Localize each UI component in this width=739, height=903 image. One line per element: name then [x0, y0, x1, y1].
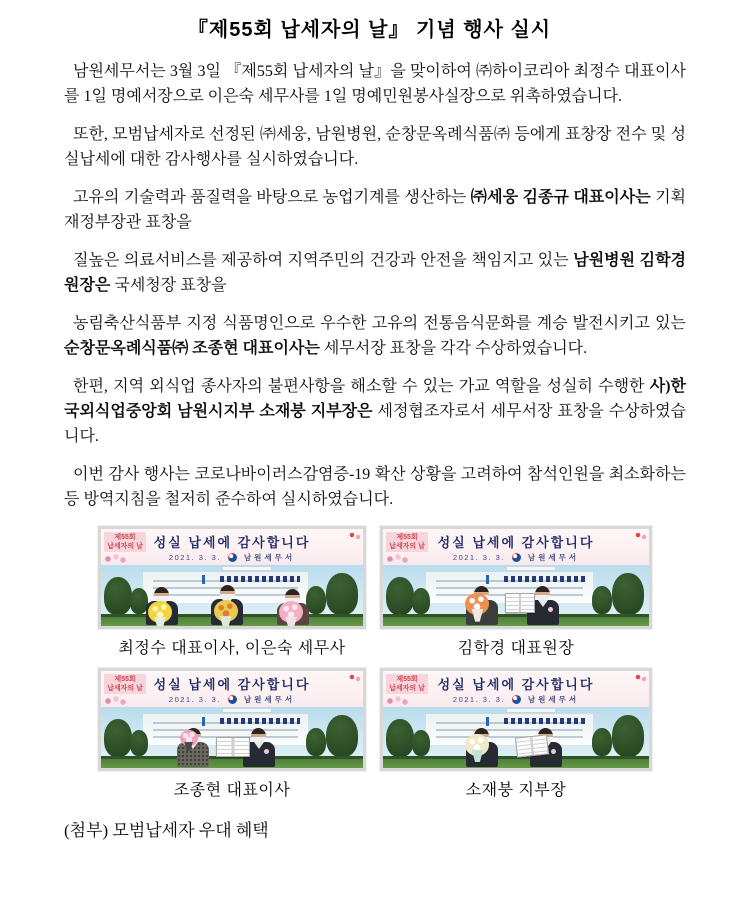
tree-shape — [612, 573, 644, 615]
badge-line1: 제55회 — [114, 534, 136, 541]
paragraph-text: 질높은 의료서비스를 제공하여 지역주민의 건강과 안전을 책임지고 있는 — [73, 252, 574, 269]
paragraph-text: 한편, 지역 외식업 종사자의 불편사항을 해소할 수 있는 가교 역할을 성실히 수행한 — [73, 378, 650, 395]
cherry-blossom-icon — [104, 696, 128, 706]
bouquet — [180, 730, 198, 746]
building-roof-sign — [506, 708, 556, 713]
lawn — [383, 756, 649, 768]
banner-org: 남원세무서 — [527, 553, 580, 562]
photo-backdrop — [383, 707, 649, 768]
building-window-row — [220, 718, 299, 724]
tree-shape — [592, 728, 612, 756]
thank-you-banner — [101, 671, 363, 707]
attachment-note: (첨부) 모범납세자 우대 혜택 — [64, 821, 269, 840]
banner-title: 성실 납세에 감사합니다 — [153, 535, 311, 550]
thank-you-banner — [383, 529, 649, 565]
tree-shape — [130, 730, 148, 756]
banner-date: 2021. 3. 3. — [452, 553, 505, 562]
photo-backdrop — [383, 565, 649, 626]
taxpayer-day-badge — [104, 532, 146, 552]
banner-org: 남원세무서 — [243, 553, 296, 562]
banner-org: 남원세무서 — [243, 695, 296, 704]
cherry-blossom-icon — [348, 531, 362, 541]
paragraph-sewoong — [64, 185, 686, 235]
banner-org: 남원세무서 — [527, 695, 580, 704]
tree-shape — [104, 577, 132, 615]
tree-shape — [412, 730, 430, 756]
paragraph-award-ceremony — [64, 122, 686, 172]
certificate — [216, 737, 250, 757]
cherry-blossom-icon — [634, 531, 648, 541]
page-title: 『제55회 납세자의 날』 기념 행사 실시 — [187, 19, 552, 41]
photo-figure-2 — [380, 526, 652, 658]
tree-shape — [326, 573, 358, 615]
building-flag — [486, 717, 489, 726]
event-photo-3 — [98, 668, 366, 771]
bouquet — [148, 601, 172, 623]
banner-title: 성실 납세에 감사합니다 — [153, 677, 311, 692]
photo-figure-4 — [380, 668, 652, 800]
government-logo-icon — [228, 695, 237, 704]
badge-line1: 제55회 — [114, 676, 136, 683]
certificate — [505, 593, 535, 613]
building-window-row — [220, 576, 299, 582]
building-flag — [486, 575, 489, 584]
badge-line1: 제55회 — [396, 676, 418, 683]
badge-line1: 제55회 — [396, 534, 418, 541]
paragraph-restaurant-assoc — [64, 374, 686, 449]
photo-caption: 조종현 대표이사 — [173, 782, 291, 799]
photo-caption: 김학경 대표원장 — [457, 640, 575, 657]
event-photo-4 — [380, 668, 652, 771]
cherry-blossom-icon — [348, 673, 362, 683]
photo-backdrop — [101, 707, 363, 768]
tree-shape — [104, 719, 132, 757]
banner-date: 2021. 3. 3. — [168, 553, 221, 562]
tree-shape — [592, 586, 612, 614]
paragraph-text: 기획재정부장관 표창을 — [64, 189, 686, 231]
badge-line2: 납세자의 날 — [107, 685, 143, 693]
taxpayer-day-badge — [386, 674, 428, 694]
banner-subline — [383, 694, 649, 705]
paragraph-text: 고유의 기술력과 품질력을 바탕으로 농업기계를 생산하는 — [73, 189, 471, 206]
tree-shape — [386, 577, 414, 615]
awardee-name-bold: ㈜세웅 김종규 대표이사는 — [470, 189, 651, 206]
photo-grid — [98, 526, 652, 800]
tree-shape — [386, 719, 414, 757]
tree-shape — [326, 715, 358, 757]
bouquet — [279, 601, 303, 623]
government-logo-icon — [512, 553, 521, 562]
banner-date: 2021. 3. 3. — [452, 695, 505, 704]
certificate — [515, 734, 549, 757]
banner-subline — [101, 694, 363, 705]
building-window-row — [504, 718, 584, 724]
lawn — [101, 756, 363, 768]
government-logo-icon — [228, 553, 237, 562]
paragraph-text: 세무서장 표창을 각각 수상하였습니다. — [319, 340, 588, 357]
building-roof-sign — [222, 708, 272, 713]
photo-caption: 최정수 대표이사, 이은숙 세무사 — [118, 640, 346, 657]
photo-backdrop — [101, 565, 363, 626]
paragraph-text: 세정협조자로서 세무서장 표창을 수상하였습니다. — [64, 403, 686, 445]
tree-shape — [306, 728, 326, 756]
person-body — [177, 742, 209, 767]
tree-shape — [412, 588, 430, 614]
thank-you-banner — [101, 529, 363, 565]
banner-date: 2021. 3. 3. — [168, 695, 221, 704]
banner-subline — [383, 552, 649, 563]
photo-figure-3 — [98, 668, 366, 800]
paragraph-text: 이번 감사 행사는 코로나바이러스감염증-19 확산 상황을 고려하여 참석인원을 최소화하는 등 방역지침을 철저히 준수하여 실시하였습니다. — [64, 466, 686, 508]
building-roof-sign — [222, 566, 272, 571]
paragraph-text: 농림축산식품부 지정 식품명인으로 우수한 고유의 전통음식문화를 계승 발전시키고 있는 — [73, 315, 686, 332]
building-roof-sign — [506, 566, 556, 571]
badge-line2: 납세자의 날 — [107, 543, 143, 551]
event-photo-1 — [98, 526, 366, 629]
paragraph-namwon-hospital — [64, 248, 686, 298]
cherry-blossom-icon — [386, 554, 410, 564]
government-logo-icon — [512, 695, 521, 704]
paragraph-sunchang-food — [64, 311, 686, 361]
thank-you-banner — [383, 671, 649, 707]
tree-shape — [612, 715, 644, 757]
awardee-name-bold: 사)한국외식업중앙회 남원시지부 소재붕 지부장은 — [64, 378, 686, 420]
building-window-row — [504, 576, 584, 582]
cherry-blossom-icon — [634, 673, 648, 683]
paragraph-text: 또한, 모범납세자로 선정된 ㈜세웅, 남원병원, 순창문옥례식품㈜ 등에게 표창장 전수 및 성실납세에 대한 감사행사를 실시하였습니다. — [64, 126, 686, 168]
document-body — [64, 59, 686, 512]
building-flag — [202, 717, 205, 726]
awardee-name-bold: 순창문옥례식품㈜ 조종현 대표이사는 — [64, 340, 320, 357]
paragraph-appointment — [64, 59, 686, 109]
paragraph-covid-measures — [64, 462, 686, 512]
awardee-name-bold: 남원병원 김학경 원장은 — [64, 252, 686, 294]
event-photo-2 — [380, 526, 652, 629]
taxpayer-day-badge — [386, 532, 428, 552]
paragraph-text: 국세청장 표창을 — [110, 277, 227, 294]
banner-title: 성실 납세에 감사합니다 — [437, 677, 595, 692]
cherry-blossom-icon — [104, 554, 128, 564]
taxpayer-day-badge — [104, 674, 146, 694]
banner-subline — [101, 552, 363, 563]
photo-figure-1 — [98, 526, 366, 658]
photo-caption: 소재붕 지부장 — [465, 782, 567, 799]
lawn — [383, 614, 649, 626]
bouquet — [214, 600, 238, 622]
tax-office-building — [426, 714, 594, 745]
badge-line2: 납세자의 날 — [389, 685, 425, 693]
building-flag — [202, 575, 205, 584]
paragraph-text: 남원세무서는 3월 3일 『제55회 납세자의 날』을 맞이하여 ㈜하이코리아 최정수 대표이사를 1일 명예서장으로 이은숙 세무사를 1일 명예민원봉사실장으로 위촉하였습니다. — [64, 63, 686, 105]
badge-line2: 납세자의 날 — [389, 543, 425, 551]
banner-title: 성실 납세에 감사합니다 — [437, 535, 595, 550]
cherry-blossom-icon — [386, 696, 410, 706]
